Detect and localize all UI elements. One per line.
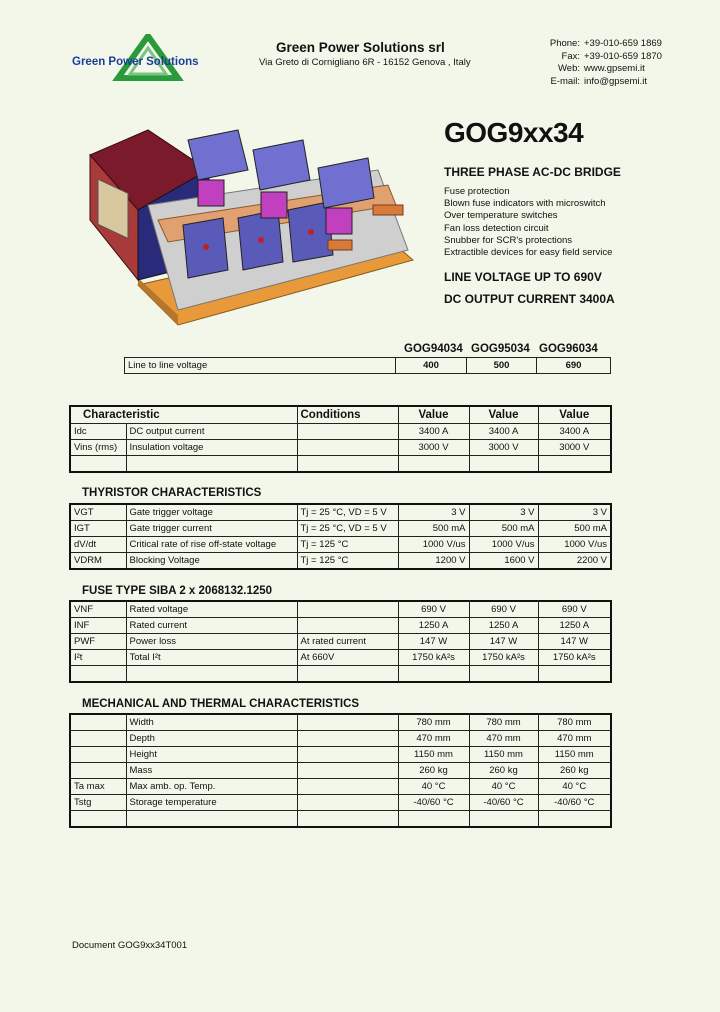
table-row (70, 731, 611, 747)
table-row (70, 779, 611, 795)
contact-label: Web: (557, 63, 580, 74)
condition-cell (297, 714, 398, 731)
condition-cell: At 660V (297, 650, 398, 666)
table-row (70, 424, 611, 440)
description-cell: Width (126, 714, 297, 731)
description-cell: Gate trigger voltage (126, 504, 297, 521)
description-cell: DC output current (126, 424, 297, 440)
column-header: Characteristic (70, 406, 297, 424)
table-row (70, 747, 611, 763)
symbol-cell: IGT (70, 521, 126, 537)
value-cell: 147 W (538, 634, 611, 650)
column-header: Conditions (297, 406, 398, 424)
contact-value: info@gpsemi.it (584, 75, 647, 87)
mechanical-table (69, 713, 612, 828)
value-cell: 470 mm (469, 731, 538, 747)
spec-line-voltage: LINE VOLTAGE UP TO 690V (444, 270, 602, 284)
description-cell: Power loss (126, 634, 297, 650)
description-cell: Rated current (126, 618, 297, 634)
symbol-cell: Tstg (70, 795, 126, 811)
value-cell: 780 mm (538, 714, 611, 731)
value-cell: 1200 V (398, 553, 469, 570)
line-voltage-table (124, 357, 611, 374)
description-cell: Depth (126, 731, 297, 747)
table-row (70, 650, 611, 666)
value-cell: 3 V (538, 504, 611, 521)
description-cell: Critical rate of rise off-state voltage (126, 537, 297, 553)
symbol-cell: VNF (70, 601, 126, 618)
document-id: Document GOG9xx34T001 (72, 940, 188, 951)
value-cell: 3 V (469, 504, 538, 521)
value-cell: 690 (537, 358, 611, 374)
company-address: Via Greto di Cornigliano 6R - 16152 Genova , Italy (259, 57, 471, 68)
description-cell: Max amb. op. Temp. (126, 779, 297, 795)
table-row (70, 811, 611, 828)
symbol-cell: I²t (70, 650, 126, 666)
value-cell: -40/60 °C (398, 795, 469, 811)
list-item: Over temperature switches (444, 210, 558, 222)
model-header: GOG94034 (404, 343, 463, 355)
column-header: Value (538, 406, 611, 424)
list-item: Snubber for SCR's protections (444, 234, 573, 246)
column-header: Value (398, 406, 469, 424)
condition-cell (297, 779, 398, 795)
description-cell: Rated voltage (126, 601, 297, 618)
list-item: Fan loss detection circuit (444, 222, 549, 234)
model-header: GOG96034 (539, 343, 598, 355)
feature-list (444, 186, 612, 259)
section-title: THYRISTOR CHARACTERISTICS (82, 487, 262, 499)
value-cell: 40 °C (398, 779, 469, 795)
value-cell: 1250 A (538, 618, 611, 634)
value-cell: 1000 V/us (398, 537, 469, 553)
table-row (70, 714, 611, 731)
symbol-cell: Ta max (70, 779, 126, 795)
description-cell: Insulation voltage (126, 440, 297, 456)
table-row (70, 440, 611, 456)
table-row (70, 521, 611, 537)
table-row (70, 666, 611, 683)
table-row (70, 537, 611, 553)
value-cell: 1250 A (469, 618, 538, 634)
value-cell: 260 kg (538, 763, 611, 779)
list-item: Fuse protection (444, 186, 510, 197)
value-cell: 1150 mm (538, 747, 611, 763)
table-row (70, 618, 611, 634)
contact-label: Fax: (561, 50, 580, 62)
row-label: Line to line voltage (125, 358, 396, 374)
value-cell: 1750 kA²s (538, 650, 611, 666)
value-cell: 1000 V/us (538, 537, 611, 553)
value-cell: 690 V (398, 601, 469, 618)
value-cell: 780 mm (469, 714, 538, 731)
condition-cell (297, 763, 398, 779)
symbol-cell: dV/dt (70, 537, 126, 553)
symbol-cell: Idc (70, 424, 126, 440)
value-cell: -40/60 °C (538, 795, 611, 811)
table-row (70, 634, 611, 650)
product-subtitle: THREE PHASE AC-DC BRIDGE (444, 165, 621, 179)
symbol-cell: INF (70, 618, 126, 634)
table-row (125, 358, 611, 374)
description-cell: Blocking Voltage (126, 553, 297, 570)
description-cell: Storage temperature (126, 795, 297, 811)
value-cell: 500 (467, 358, 537, 374)
value-cell: 400 (396, 358, 467, 374)
symbol-cell (70, 747, 126, 763)
value-cell: 690 V (469, 601, 538, 618)
condition-cell (297, 440, 398, 456)
symbol-cell: VGT (70, 504, 126, 521)
contact-value: +39-010-659 1870 (584, 50, 662, 62)
value-cell: 500 mA (469, 521, 538, 537)
value-cell: 1250 A (398, 618, 469, 634)
value-cell: 1750 kA²s (469, 650, 538, 666)
value-cell: 3000 V (469, 440, 538, 456)
description-cell: Mass (126, 763, 297, 779)
condition-cell: Tj = 25 °C, VD = 5 V (297, 504, 398, 521)
value-cell: 3400 A (398, 424, 469, 440)
table-row (70, 456, 611, 473)
product-image (78, 110, 418, 330)
table-row (70, 763, 611, 779)
condition-cell (297, 601, 398, 618)
value-cell: 3000 V (398, 440, 469, 456)
condition-cell (297, 795, 398, 811)
condition-cell (297, 618, 398, 634)
value-cell: 500 mA (538, 521, 611, 537)
table-header (70, 406, 611, 424)
value-cell: 780 mm (398, 714, 469, 731)
table-row (70, 601, 611, 618)
spec-dc-current: DC OUTPUT CURRENT 3400A (444, 292, 615, 306)
table-row (70, 553, 611, 570)
value-cell: 40 °C (469, 779, 538, 795)
condition-cell: Tj = 125 °C (297, 537, 398, 553)
value-cell: 500 mA (398, 521, 469, 537)
value-cell: 1750 kA²s (398, 650, 469, 666)
contact-label: Phone: (549, 38, 580, 49)
condition-cell (297, 424, 398, 440)
product-title: GOG9xx34 (444, 117, 584, 148)
value-cell: 470 mm (538, 731, 611, 747)
symbol-cell: Vins (rms) (70, 440, 126, 456)
section-title: MECHANICAL AND THERMAL CHARACTERISTICS (82, 698, 360, 710)
column-header: Value (469, 406, 538, 424)
symbol-cell (70, 763, 126, 779)
description-cell: Height (126, 747, 297, 763)
section-title: FUSE TYPE SIBA 2 x 2068132.1250 (82, 585, 273, 597)
value-cell: 3000 V (538, 440, 611, 456)
value-cell: 1150 mm (398, 747, 469, 763)
condition-cell: At rated current (297, 634, 398, 650)
fuse-table (69, 600, 612, 683)
value-cell: 470 mm (398, 731, 469, 747)
logo (70, 34, 220, 84)
table-row (70, 795, 611, 811)
condition-cell: Tj = 25 °C, VD = 5 V (297, 521, 398, 537)
value-cell: 147 W (469, 634, 538, 650)
symbol-cell: VDRM (70, 553, 126, 570)
contact-block (530, 38, 663, 88)
value-cell: 690 V (538, 601, 611, 618)
value-cell: 147 W (398, 634, 469, 650)
value-cell: 3400 A (538, 424, 611, 440)
value-cell: 260 kg (469, 763, 538, 779)
model-header: GOG95034 (471, 343, 530, 355)
condition-cell (297, 731, 398, 747)
contact-label: E-mail: (550, 75, 580, 87)
value-cell: 3 V (398, 504, 469, 521)
company-name: Green Power Solutions srl (276, 40, 445, 55)
value-cell: 40 °C (538, 779, 611, 795)
characteristic-table (69, 405, 612, 473)
value-cell: 3400 A (469, 424, 538, 440)
value-cell: 1150 mm (469, 747, 538, 763)
value-cell: -40/60 °C (469, 795, 538, 811)
value-cell: 260 kg (398, 763, 469, 779)
contact-value: www.gpsemi.it (584, 63, 645, 74)
condition-cell: Tj = 125 °C (297, 553, 398, 570)
logo-text: Green Power Solutions (72, 56, 199, 68)
symbol-cell (70, 731, 126, 747)
condition-cell (297, 747, 398, 763)
value-cell: 1000 V/us (469, 537, 538, 553)
value-cell: 2200 V (538, 553, 611, 570)
description-cell: Gate trigger current (126, 521, 297, 537)
table-row (70, 504, 611, 521)
list-item: Extractible devices for easy field service (444, 247, 613, 259)
contact-value: +39-010-659 1869 (584, 38, 662, 49)
list-item: Blown fuse indicators with microswitch (444, 198, 606, 210)
description-cell: Total I²t (126, 650, 297, 666)
symbol-cell: PWF (70, 634, 126, 650)
symbol-cell (70, 714, 126, 731)
value-cell: 1600 V (469, 553, 538, 570)
thyristor-table (69, 503, 612, 570)
